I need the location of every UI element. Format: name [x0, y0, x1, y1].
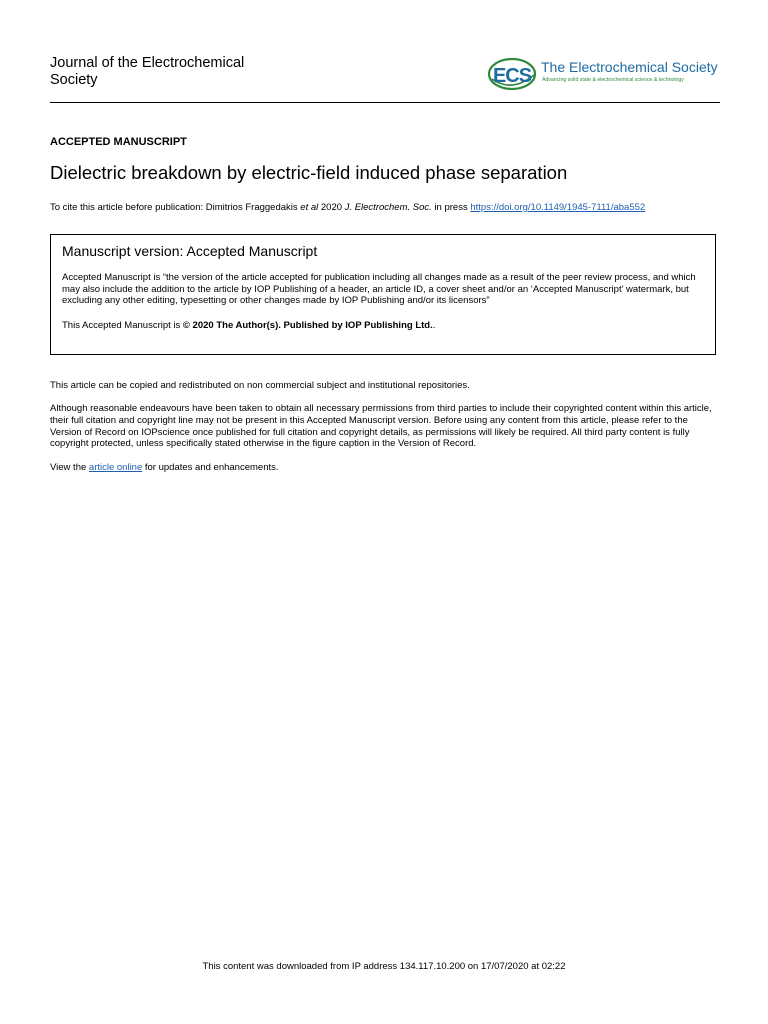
- accepted-manuscript-definition: Accepted Manuscript is “the version of the article accepted for publication including all changes made as a result of the peer review process, and which may also include the addition to the article by IOP Publishing of a header, an article ID, a cover sheet and/or an ‘Accepted Manuscript’ watermark, but excluding any other editing, typesetting or other changes made by IOP Publishing and/or its licensors”: [62, 272, 696, 307]
- manuscript-version-heading: Manuscript version: Accepted Manuscript: [62, 243, 318, 259]
- article-title: Dielectric breakdown by electric-field induced phase separation: [50, 162, 568, 183]
- manuscript-version-box: [50, 234, 716, 355]
- ecs-logo: [488, 55, 723, 93]
- copyright-statement: [62, 320, 435, 332]
- header-divider: [50, 102, 720, 103]
- journal-title-line1: Journal of the Electrochemical: [50, 55, 245, 71]
- citation-status: in press: [431, 202, 471, 213]
- view-suffix: for updates and enhancements.: [142, 462, 279, 473]
- citation-line: [50, 202, 645, 214]
- journal-title-line2: Society: [50, 72, 98, 88]
- ecs-tagline: Advancing solid state & electrochemical science & technology: [542, 77, 684, 83]
- copyright-suffix: .: [432, 320, 436, 331]
- accepted-manuscript-label: ACCEPTED MANUSCRIPT: [50, 136, 187, 148]
- article-online-link[interactable]: article online: [88, 462, 143, 473]
- citation-year: 2020: [318, 202, 345, 213]
- ecs-society-name: The Electrochemical Society: [541, 59, 718, 75]
- ecs-logo-mark-icon: [488, 55, 540, 91]
- copyright-holder: © 2020 The Author(s). Published by IOP Publishing Ltd.: [182, 320, 433, 331]
- view-prefix: View the: [50, 462, 89, 473]
- citation-et-al: et al: [300, 202, 319, 213]
- view-online-paragraph: [50, 462, 720, 474]
- journal-title: [50, 55, 310, 89]
- ecs-logo-mark-text: ECS: [492, 65, 532, 87]
- permissions-paragraph: Although reasonable endeavours have been taken to obtain all necessary permissions from third parties to include their copyrighted content within this article, their full citation and copyright line may not be present in this Accepted Manuscript version. Before using any content from this article, please refer to the Version of Record on IOPscience once published for full citation and copyright details, as permissions will likely be required. All third party content is fully copyright protected, unless specifically stated otherwise in the figure caption in the Version of Record.: [50, 403, 712, 450]
- download-footer: This content was downloaded from IP address 134.117.10.200 on 17/07/2020 at 02:22: [202, 961, 566, 972]
- copyright-prefix: This Accepted Manuscript is: [62, 320, 183, 331]
- redistribution-paragraph: This article can be copied and redistributed on non commercial subject and institutional repositories.: [50, 380, 470, 391]
- citation-journal: J. Electrochem. Soc.: [344, 202, 432, 213]
- citation-prefix: To cite this article before publication: Dimitrios Fraggedakis: [50, 202, 301, 213]
- doi-link[interactable]: https://doi.org/10.1149/1945-7111/aba552: [470, 202, 646, 213]
